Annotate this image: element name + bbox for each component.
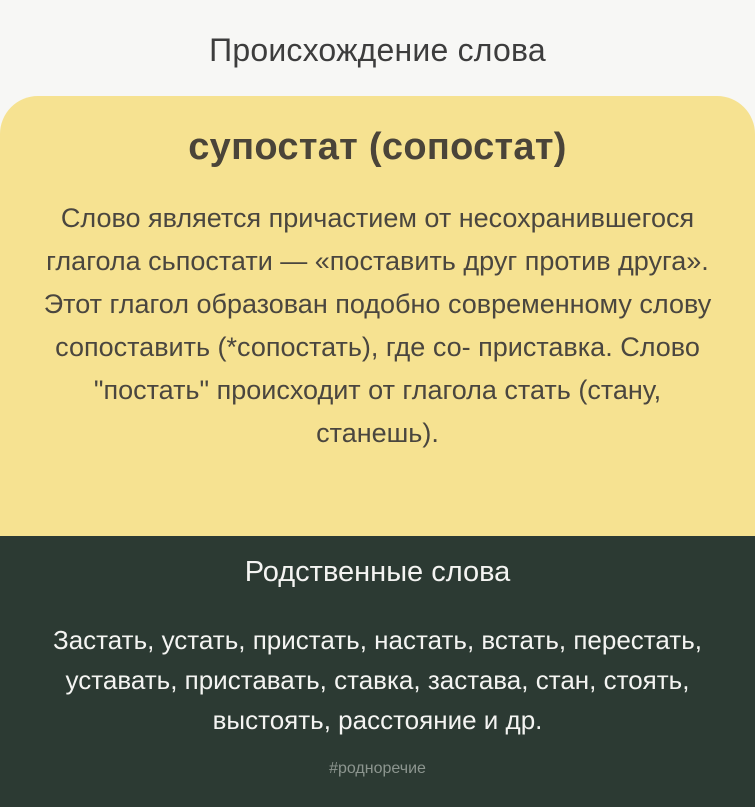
etymology-text: Слово является причастием от несохранившегося глагола сьпостати — «поставить друг против друга». Этот глагол образован подобно современному слову сопоставить (*сопостать), где со- приставка. Слово "постать" происходит от глагола стать (стану, станешь). xyxy=(43,203,712,448)
related-words-list: Застать, устать, пристать, настать, встать, перестать, уставать, приставать, ставка, застава, стан, стоять, выстоять, расстояние и др. xyxy=(53,625,702,735)
hashtag: #родноречие xyxy=(329,760,426,777)
word-title: супостат (сопостат) xyxy=(188,126,567,168)
page-title: Происхождение слова xyxy=(209,31,546,68)
related-words-title: Родственные слова xyxy=(244,556,511,588)
header xyxy=(0,0,755,96)
